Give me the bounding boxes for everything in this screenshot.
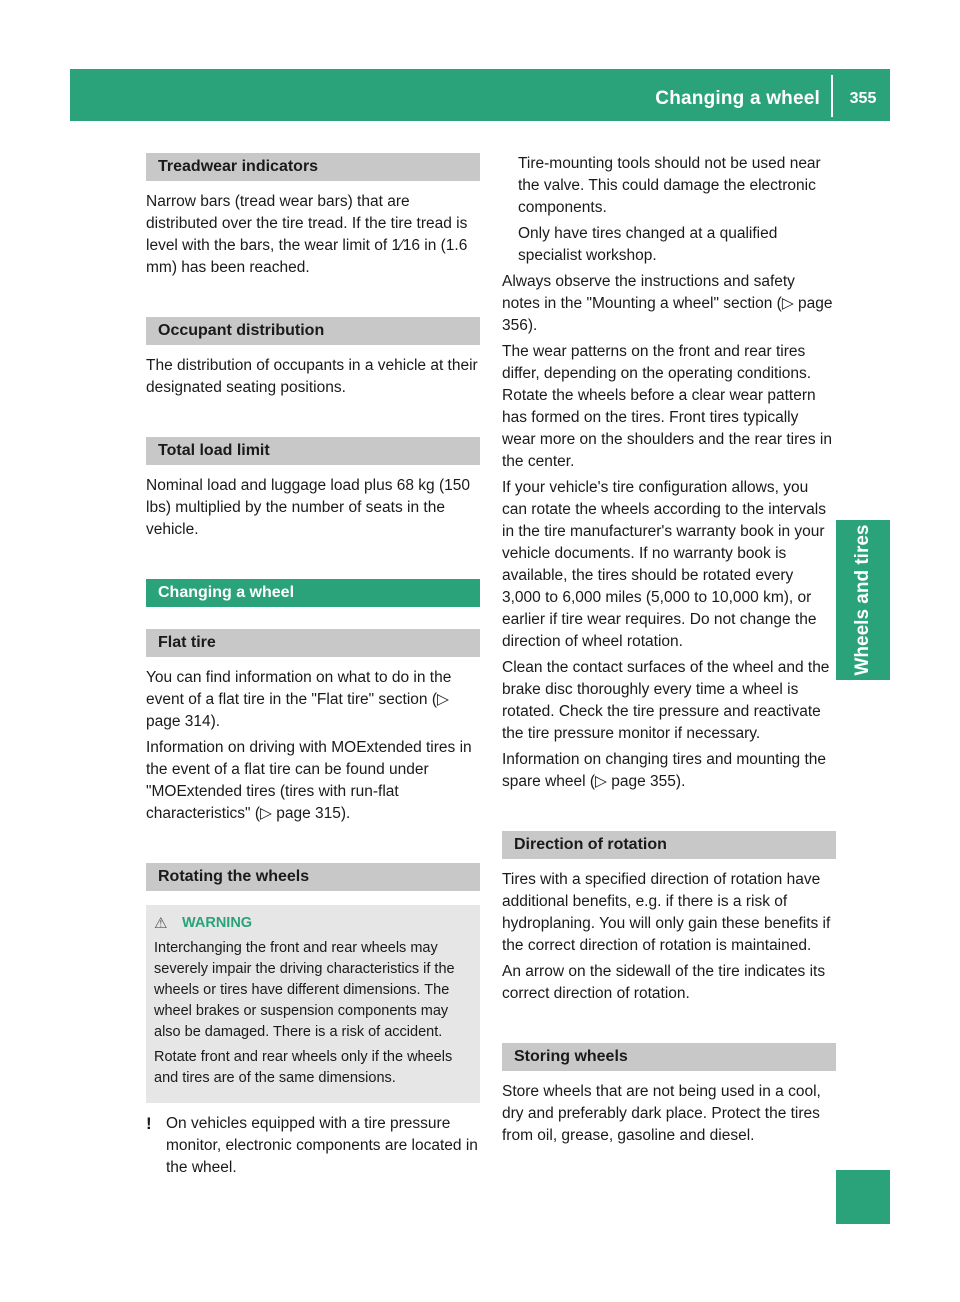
exclamation-icon: ! (146, 1114, 152, 1133)
wear-patterns-text: The wear patterns on the front and rear tires differ, depending on the operating conditions. Rotate the wheels before a clear wear pattern has formed on the tires. Front tires typically wear more on the shoulders and the rear tires in the center. (502, 343, 832, 470)
warning-text-1: Interchanging the front and rear wheels may severely impair the driving characteristics if the wheels or tires have different dimensions. The wheel brakes or suspension components may also be damaged. There is a risk of accident. (154, 940, 455, 1040)
rotation-interval-text: If your vehicle's tire configuration allows, you can rotate the wheels according to the intervals in the tire manufacturer's warranty book in your vehicle documents. If no warranty book is available, the tires should be rotated every 3,000 to 6,000 miles (5,000 to 10,000 km), or earlier if tire wear requires. Do not change the direction of wheel rotation. (502, 479, 826, 650)
continued-text-2: Only have tires changed at a qualified specialist workshop. (518, 225, 778, 264)
note-text: On vehicles equipped with a tire pressure monitor, electronic components are located in the wheel. (166, 1115, 478, 1176)
storing-text: Store wheels that are not being used in a cool, dry and preferably dark place. Protect the tires from oil, grease, gasoline and diesel. (502, 1083, 821, 1144)
heading-total-load: Total load limit (146, 437, 480, 465)
treadwear-text: Narrow bars (tread wear bars) that are distributed over the tire tread. If the tire tread is level with the bars, the wear limit of 1⁄16 in (1.6 mm) has been reached. (146, 193, 468, 276)
heading-storing: Storing wheels (502, 1043, 836, 1071)
side-marker (836, 1170, 890, 1224)
direction-text-1: Tires with a specified direction of rotation have additional benefits, e.g. if there is a risk of hydroplaning. You will only gain these benefits if the correct direction of rotation is maintained. (502, 871, 831, 954)
cleaning-text: Clean the contact surfaces of the wheel and the brake disc thoroughly every time a wheel is rotated. Check the tire pressure and reactivate the tire pressure monitor if necessary. (502, 659, 830, 742)
left-column (146, 153, 480, 1179)
right-column (502, 153, 836, 1151)
side-tab-label: Wheels and tires (852, 524, 873, 676)
page-number: 355 (849, 90, 877, 107)
heading-direction: Direction of rotation (502, 831, 836, 859)
warning-title-text: WARNING (182, 915, 253, 931)
flat-tire-text-2: Information on driving with MOExtended tires in the event of a flat tire can be found under "MOExtended tires (tires with run-flat characteristics" (▷ page 315). (146, 739, 472, 822)
heading-rotating: Rotating the wheels (146, 863, 480, 891)
heading-flat-tire: Flat tire (146, 629, 480, 657)
header-divider (831, 75, 833, 117)
spare-wheel-text: Information on changing tires and mounting the spare wheel (▷ page 355). (502, 751, 826, 790)
page-header-title: Changing a wheel (655, 88, 820, 109)
heading-treadwear: Treadwear indicators (146, 153, 480, 181)
warning-triangle-icon: ⚠ (154, 915, 168, 932)
mounting-notes-text: Always observe the instructions and safety notes in the "Mounting a wheel" section (▷ page 356). (502, 273, 833, 334)
occupant-text: The distribution of occupants in a vehicle at their designated seating positions. (146, 357, 478, 396)
flat-tire-text-1: You can find information on what to do in the event of a flat tire in the "Flat tire" section (▷ page 314). (146, 669, 452, 730)
total-load-text: Nominal load and luggage load plus 68 kg (150 lbs) multiplied by the number of seats in the vehicle. (146, 477, 471, 538)
heading-occupant: Occupant distribution (146, 317, 480, 345)
warning-text-2: Rotate front and rear wheels only if the wheels and tires are of the same dimensions. (154, 1049, 453, 1086)
direction-text-2: An arrow on the sidewall of the tire indicates its correct direction of rotation. (502, 963, 826, 1002)
continued-text-1: Tire-mounting tools should not be used near the valve. This could damage the electronic components. (518, 155, 821, 216)
warning-box (146, 905, 480, 1103)
note-block (146, 1113, 480, 1179)
heading-changing-wheel: Changing a wheel (146, 579, 480, 607)
warning-title (154, 913, 472, 934)
